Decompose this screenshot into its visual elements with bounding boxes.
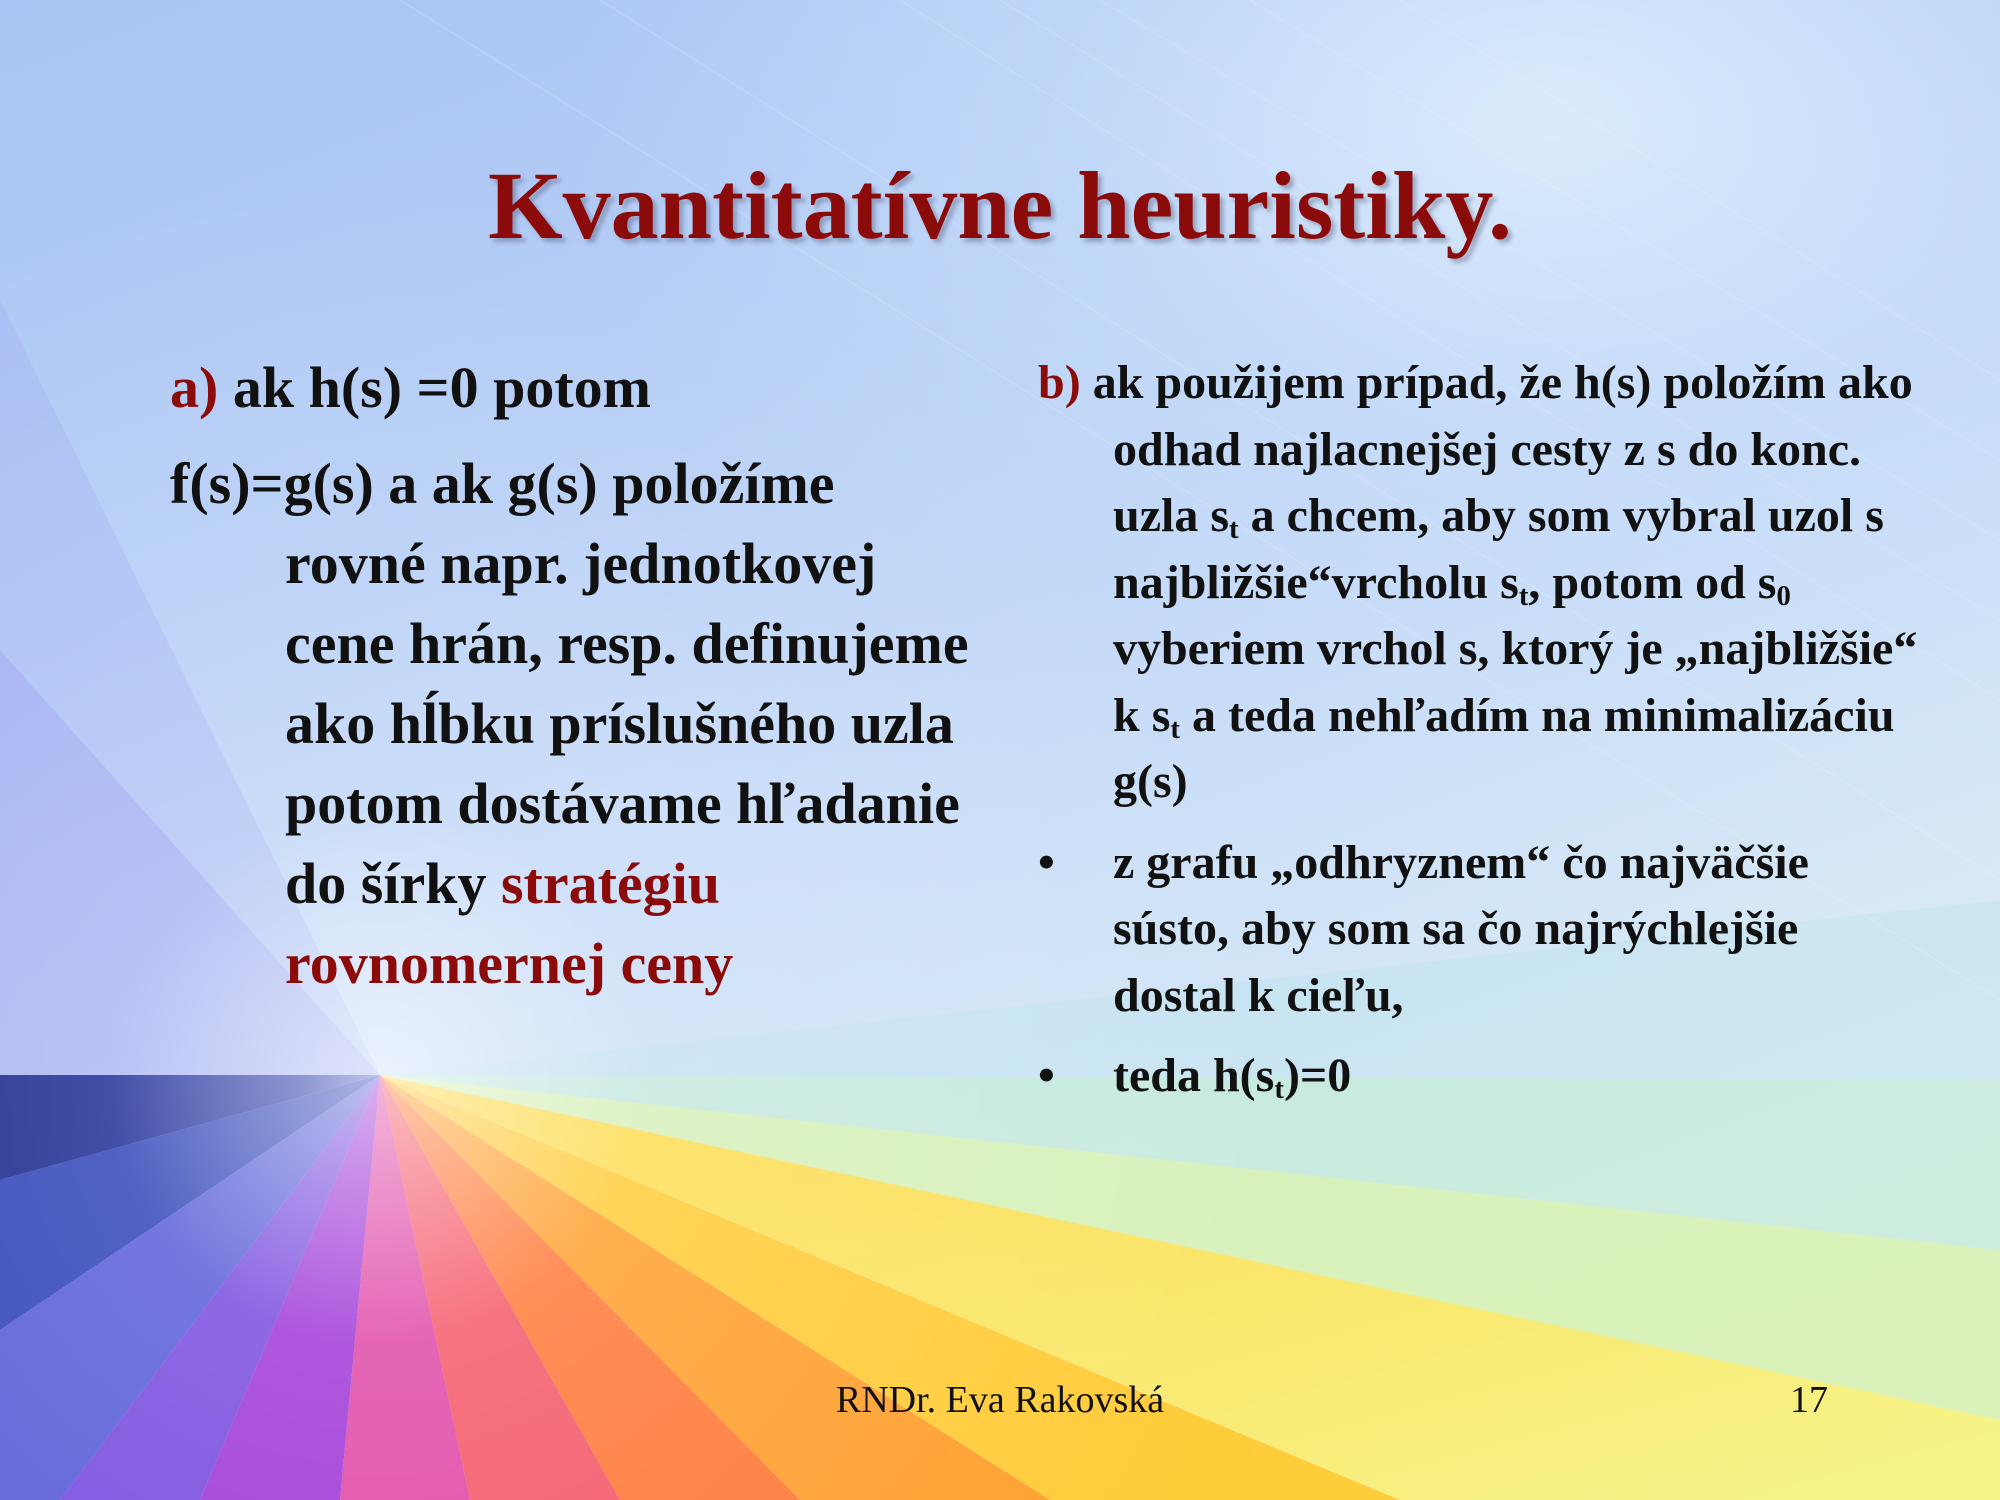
bullet-item-2-text-2: )=0 xyxy=(1283,1049,1352,1102)
slide-title: Kvantitatívne heuristiky. xyxy=(487,152,1513,259)
bullet-item-1 xyxy=(1038,830,1918,1030)
case-b-subscript-2: t xyxy=(1518,579,1529,612)
bullet-item-1-text: z grafu „odhryznem“ čo najväčšie sústo, aby som sa čo najrýchlejšie dostal k cieľu, xyxy=(1113,835,1809,1022)
case-a-text: ak h(s) =0 potom xyxy=(218,355,651,420)
right-column xyxy=(1038,350,1918,1124)
case-a-highlight: stratégiu rovnomernej ceny xyxy=(285,851,734,996)
case-b-subscript-4: t xyxy=(1170,712,1180,745)
case-b-text-5: a teda nehľadím na minimalizáciu g(s) xyxy=(1113,688,1895,808)
case-b-text-3: , potom od s xyxy=(1528,555,1777,609)
case-b-marker: b) xyxy=(1038,356,1081,409)
footer-author: RNDr. Eva Rakovská xyxy=(835,1379,1165,1421)
case-b-paragraph xyxy=(1038,350,1918,816)
bullet-item-2-text-1: teda h(s xyxy=(1113,1049,1275,1102)
case-b-subscript-1: t xyxy=(1229,513,1239,546)
case-b-text-2: a chcem, aby som vybral uzol s najbližšie“vrcholu s xyxy=(1113,489,1884,609)
case-a-explanation-text: f(s)=g(s) a ak g(s) položíme rovné napr. jednotkovej cene hrán, resp. definujeme ako hĺbku príslušného uzla potom dostávame hľadanie do šírky xyxy=(170,451,969,916)
page-number: 17 xyxy=(1790,1379,1828,1421)
case-b-text-1: ak použijem prípad, že h(s) položím ako odhad najlacnejšej cesty z s do konc. uzla s xyxy=(1080,356,1913,542)
case-a-paragraph xyxy=(170,348,970,428)
bullet-icon: • xyxy=(1038,835,1055,889)
case-b-subscript-3: 0 xyxy=(1776,579,1791,612)
case-a-marker: a) xyxy=(170,355,219,420)
case-a-explanation xyxy=(170,444,970,1004)
left-column xyxy=(170,348,970,1004)
case-b-text-4: vyberiem vrchol s, ktorý je „najbližšie“ k s xyxy=(1113,622,1918,742)
bullet-icon: • xyxy=(1038,1049,1055,1102)
bullet-item-2 xyxy=(1038,1043,1918,1110)
bullet-item-2-subscript: t xyxy=(1274,1073,1284,1106)
